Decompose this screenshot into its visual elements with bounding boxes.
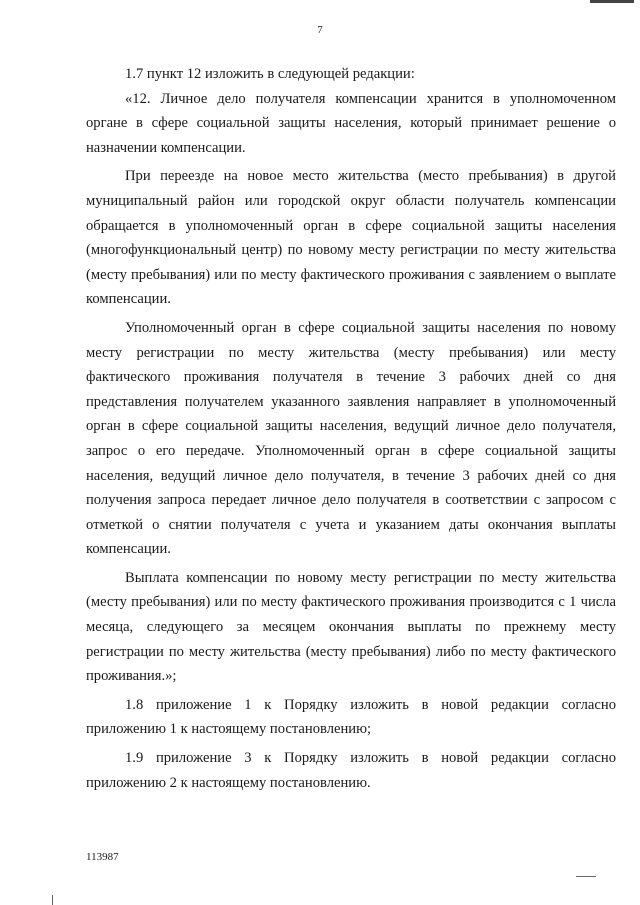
document-code: 113987 — [86, 851, 119, 863]
scan-artifact-mark — [52, 895, 53, 905]
scan-artifact-mark — [576, 876, 596, 877]
paragraph-1-9: 1.9 приложение 3 к Порядку изложить в новой редакции согласно приложению 2 к настоящему постановлению. — [86, 750, 616, 791]
paragraph-1-8: 1.8 приложение 1 к Порядку изложить в новой редакции согласно приложению 1 к настоящему постановлению; — [86, 696, 616, 738]
paragraph-payment: Выплата компенсации по новому месту регистрации по месту жительства (месту пребывания) или по месту фактического проживания производится с 1 числа месяца, следующего за месяцем окончания выплаты по прежнему месту регистрации по месту жительства (месту пребывания) либо по месту фактического проживания.»; — [86, 569, 616, 685]
scan-artifact-mark — [590, 0, 634, 3]
page-number: 7 — [317, 24, 323, 36]
paragraph-authority-transfer: Уполномоченный орган в сфере социальной защиты населения по новому месту регистрации по месту жительства (месту пребывания) или месту фактического проживания получателя в течение 3 рабочих дней со дня представления получателем указанного заявления направляет в уполномоченный орган в сфере социальной защиты населения, ведущий личное дело получателя, запрос о его передаче. Уполномоченный орган в сфере социальной защиты населения, ведущий личное дело получателя, в течение 3 рабочих дней со дня получения запроса передает личное дело получателя в соответствии с запросом с отметкой о снятии получателя с учета и указанием даты окончания выплаты компенсации. — [86, 319, 616, 558]
paragraph-item-12: «12. Личное дело получателя компенсации хранится в уполномоченном органе в сфере социальной защиты населения, который принимает решение о назначении компенсации. — [86, 90, 616, 156]
document-body — [86, 62, 616, 799]
paragraph-relocation: При переезде на новое место жительства (место пребывания) в другой муниципальный район или городской округ области получатель компенсации обращается в уполномоченный орган в сфере социальной защиты населения (многофункциональный центр) по новому месту регистрации по месту жительства (месту пребывания) или по месту фактического проживания с заявлением о выплате компенсации. — [86, 168, 616, 308]
paragraph-1-7: 1.7 пункт 12 изложить в следующей редакции: — [125, 66, 415, 82]
